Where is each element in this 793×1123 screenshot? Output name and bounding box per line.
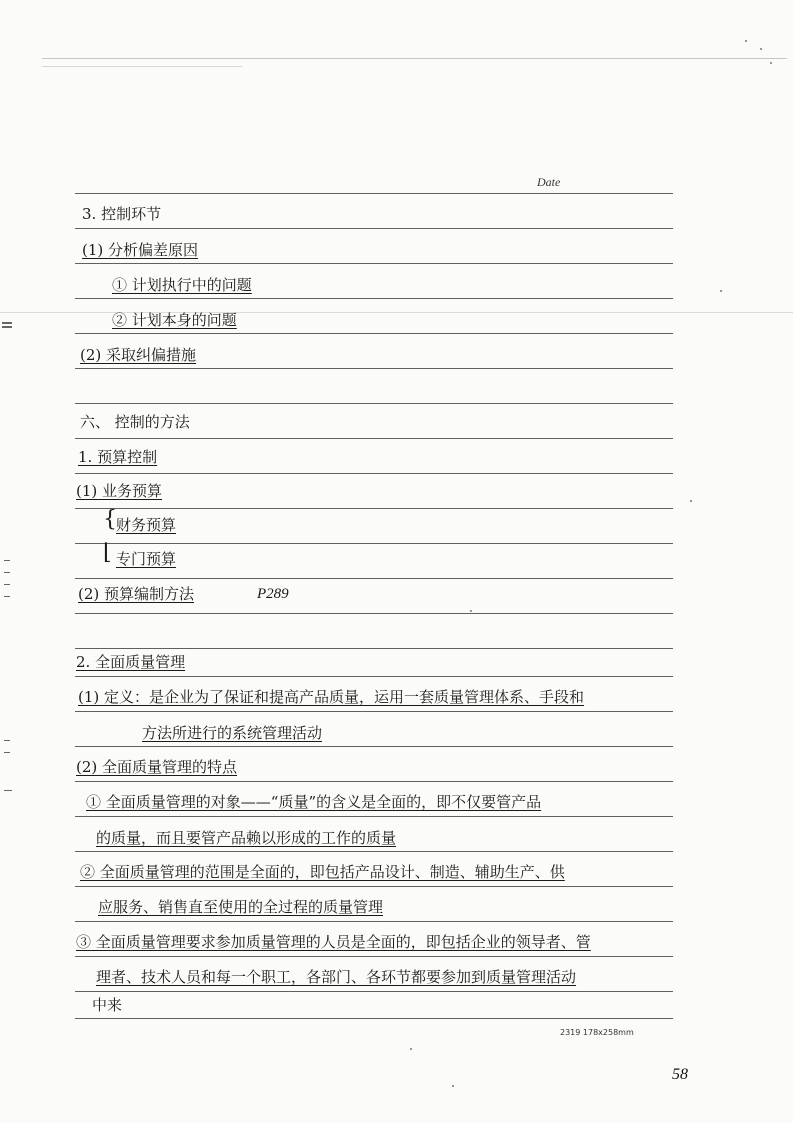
ruled-line	[75, 368, 673, 369]
ruled-line	[75, 228, 673, 229]
item-analyze-deviation: (1) 分析偏差原因	[82, 241, 199, 259]
ruled-line	[75, 508, 673, 509]
tqm-feature-2-line-2: 应服务、销售直至使用的全过程的质量管理	[98, 898, 384, 916]
item-corrective-measures: (2) 采取纠偏措施	[80, 346, 197, 364]
ruled-line	[75, 193, 673, 194]
ruled-line	[75, 578, 673, 579]
tqm-definition-line-2: 方法所进行的系统管理活动	[142, 724, 323, 742]
brace-bottom: ⌊	[103, 540, 112, 565]
item-special-budget: 专门预算	[116, 550, 177, 568]
ruled-line	[75, 816, 673, 817]
tqm-features-heading: (2) 全面质量管理的特点	[76, 758, 238, 776]
ruled-line	[75, 613, 673, 614]
speck	[690, 500, 692, 502]
ruled-line	[75, 886, 673, 887]
speck	[760, 48, 762, 50]
date-label: Date	[537, 175, 561, 189]
ruled-line	[75, 438, 673, 439]
ruled-line	[75, 1018, 673, 1019]
edge-mark	[4, 584, 10, 585]
ruled-line	[75, 298, 673, 299]
ruled-line	[75, 333, 673, 334]
speck	[452, 1085, 454, 1087]
speck	[720, 290, 722, 292]
edge-mark	[2, 326, 12, 328]
edge-mark	[4, 572, 10, 573]
page-reference: P289	[257, 586, 289, 602]
edge-mark	[4, 790, 12, 791]
edge-mark	[4, 740, 10, 741]
tqm-feature-3-line-2: 理者、技术人员和每一个职工，各部门、各环节都要参加到质量管理活动	[96, 968, 577, 986]
edge-mark	[4, 596, 10, 597]
tqm-feature-3-line-3: 中来	[92, 996, 123, 1014]
edge-mark	[4, 560, 10, 561]
ruled-line	[75, 956, 673, 957]
ruled-line	[75, 781, 673, 782]
speck	[470, 610, 472, 612]
section-heading-control-methods: 六、 控制的方法	[80, 413, 190, 431]
ruled-line	[75, 991, 673, 992]
section-heading-control-steps: 3. 控制环节	[82, 205, 162, 223]
notebook-code: 2319 178x258mm	[560, 1028, 634, 1037]
scan-noise-strip	[42, 58, 787, 59]
item-business-budget: (1) 业务预算	[76, 482, 163, 500]
scan-noise-strip-2	[42, 66, 242, 67]
item-budget-methods: (2) 预算编制方法	[78, 585, 195, 603]
edge-mark	[2, 322, 12, 324]
section-heading-tqm: 2. 全面质量管理	[76, 653, 186, 671]
ruled-line	[75, 543, 673, 544]
tqm-definition-line-1: (1) 定义：是企业为了保证和提高产品质量，运用一套质量管理体系、手段和	[78, 688, 585, 706]
subitem-execution-problem: ① 计划执行中的问题	[112, 276, 252, 294]
ruled-line	[75, 921, 673, 922]
ruled-line	[75, 711, 673, 712]
ruled-line	[75, 746, 673, 747]
ruled-line	[75, 648, 673, 649]
speck	[770, 62, 772, 64]
tqm-feature-3-line-1: ③ 全面质量管理要求参加质量管理的人员是全面的，即包括企业的领导者、管	[76, 933, 591, 951]
speck	[410, 1048, 412, 1050]
subitem-plan-problem: ② 计划本身的问题	[112, 311, 237, 329]
ruled-line	[75, 473, 673, 474]
tqm-feature-1-line-2: 的质量，而且要管产品赖以形成的工作的质量	[96, 829, 397, 847]
edge-mark	[4, 752, 10, 753]
ruled-line	[75, 403, 673, 404]
page-number: 58	[672, 1066, 688, 1083]
item-financial-budget: 财务预算	[116, 516, 177, 534]
speck	[745, 40, 747, 42]
ruled-line	[75, 263, 673, 264]
ruled-line	[75, 851, 673, 852]
tqm-feature-2-line-1: ② 全面质量管理的范围是全面的，即包括产品设计、制造、辅助生产、供	[80, 863, 565, 881]
tqm-feature-1-line-1: ① 全面质量管理的对象——“质量”的含义是全面的，即不仅要管产品	[86, 793, 542, 811]
item-budget-control: 1. 预算控制	[78, 448, 158, 466]
ruled-line	[75, 676, 673, 677]
brace-open: {	[103, 507, 117, 532]
